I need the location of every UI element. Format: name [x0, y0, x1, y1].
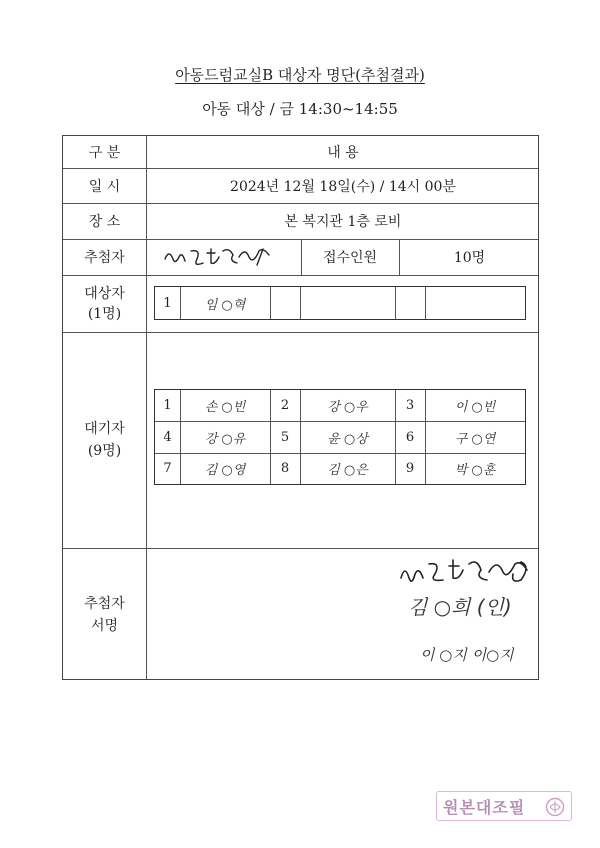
signature-3: 이 ○지 이○지 — [420, 646, 514, 664]
wait-number: 6 — [405, 429, 415, 445]
applicants-label: 접수인원 — [322, 250, 378, 266]
target-label-line1: 대상자 — [84, 285, 125, 302]
place-label: 장 소 — [88, 214, 121, 230]
wait-name: 강 ○유 — [204, 431, 246, 447]
wait-label-line1: 대기자 — [84, 421, 125, 437]
date-label: 일 시 — [88, 178, 121, 195]
wait-name: 박 ○훈 — [454, 463, 496, 478]
wait-number: 8 — [280, 461, 290, 476]
sign-label — [63, 548, 146, 681]
wait-name: 강 ○우 — [327, 400, 368, 415]
signature-2: 김 ○희 (인) — [408, 595, 512, 619]
wait-number: 4 — [163, 429, 172, 445]
signature-1 — [393, 554, 543, 594]
original-verified-stamp — [436, 791, 572, 821]
date-value: 2024년 12월 18일(수) / 14시 00분 — [230, 178, 456, 195]
signature-scribble-icon — [159, 243, 289, 271]
wait-name: 윤 ○상 — [327, 431, 368, 447]
wait-number: 1 — [163, 398, 172, 413]
applicants-value: 10명 — [453, 250, 486, 266]
waitlist-inner-table — [154, 389, 526, 485]
head-label: 구 분 — [88, 145, 121, 161]
drawer-label: 추첨자 — [84, 250, 125, 266]
signature-scribble-icon — [393, 554, 543, 590]
wait-name: 김 ○영 — [204, 463, 246, 478]
wait-label-line2: (9명) — [87, 443, 122, 459]
wait-label — [63, 332, 146, 548]
wait-number: 9 — [405, 461, 415, 476]
wait-number: 5 — [280, 429, 290, 445]
inner-divider — [270, 287, 271, 319]
document-subtitle: 아동 대상 / 금 14:30~14:55 — [202, 100, 398, 118]
inner-divider — [425, 287, 426, 319]
target-label-line2: (1명) — [87, 305, 122, 322]
inner-divider — [300, 287, 301, 319]
stamp-text: 원본대조필 — [443, 797, 526, 817]
wait-number: 3 — [405, 398, 415, 413]
target-label — [63, 275, 146, 332]
target-number: 1 — [163, 295, 172, 311]
head-value: 내 용 — [327, 145, 359, 161]
sign-label-line1: 추첨자 — [84, 595, 125, 612]
result-table — [62, 135, 539, 680]
wait-name: 구 ○연 — [454, 431, 496, 447]
sign-label-line2: 서명 — [90, 617, 119, 634]
wait-name: 손 ○빈 — [204, 400, 246, 415]
wait-number: 7 — [163, 461, 172, 476]
wait-number: 2 — [280, 398, 290, 413]
inner-divider — [395, 287, 396, 319]
target-inner-table — [154, 286, 526, 320]
document-title: 아동드럼교실B 대상자 명단(추첨결과) — [175, 66, 425, 84]
wait-name: 김 ○은 — [327, 463, 368, 478]
stamp-seal-icon — [545, 797, 565, 817]
target-name: 임 ○혁 — [204, 297, 246, 313]
wait-name: 이 ○빈 — [454, 400, 496, 415]
drawer-signature — [146, 239, 301, 275]
place-value: 본 복지관 1층 로비 — [284, 214, 402, 230]
